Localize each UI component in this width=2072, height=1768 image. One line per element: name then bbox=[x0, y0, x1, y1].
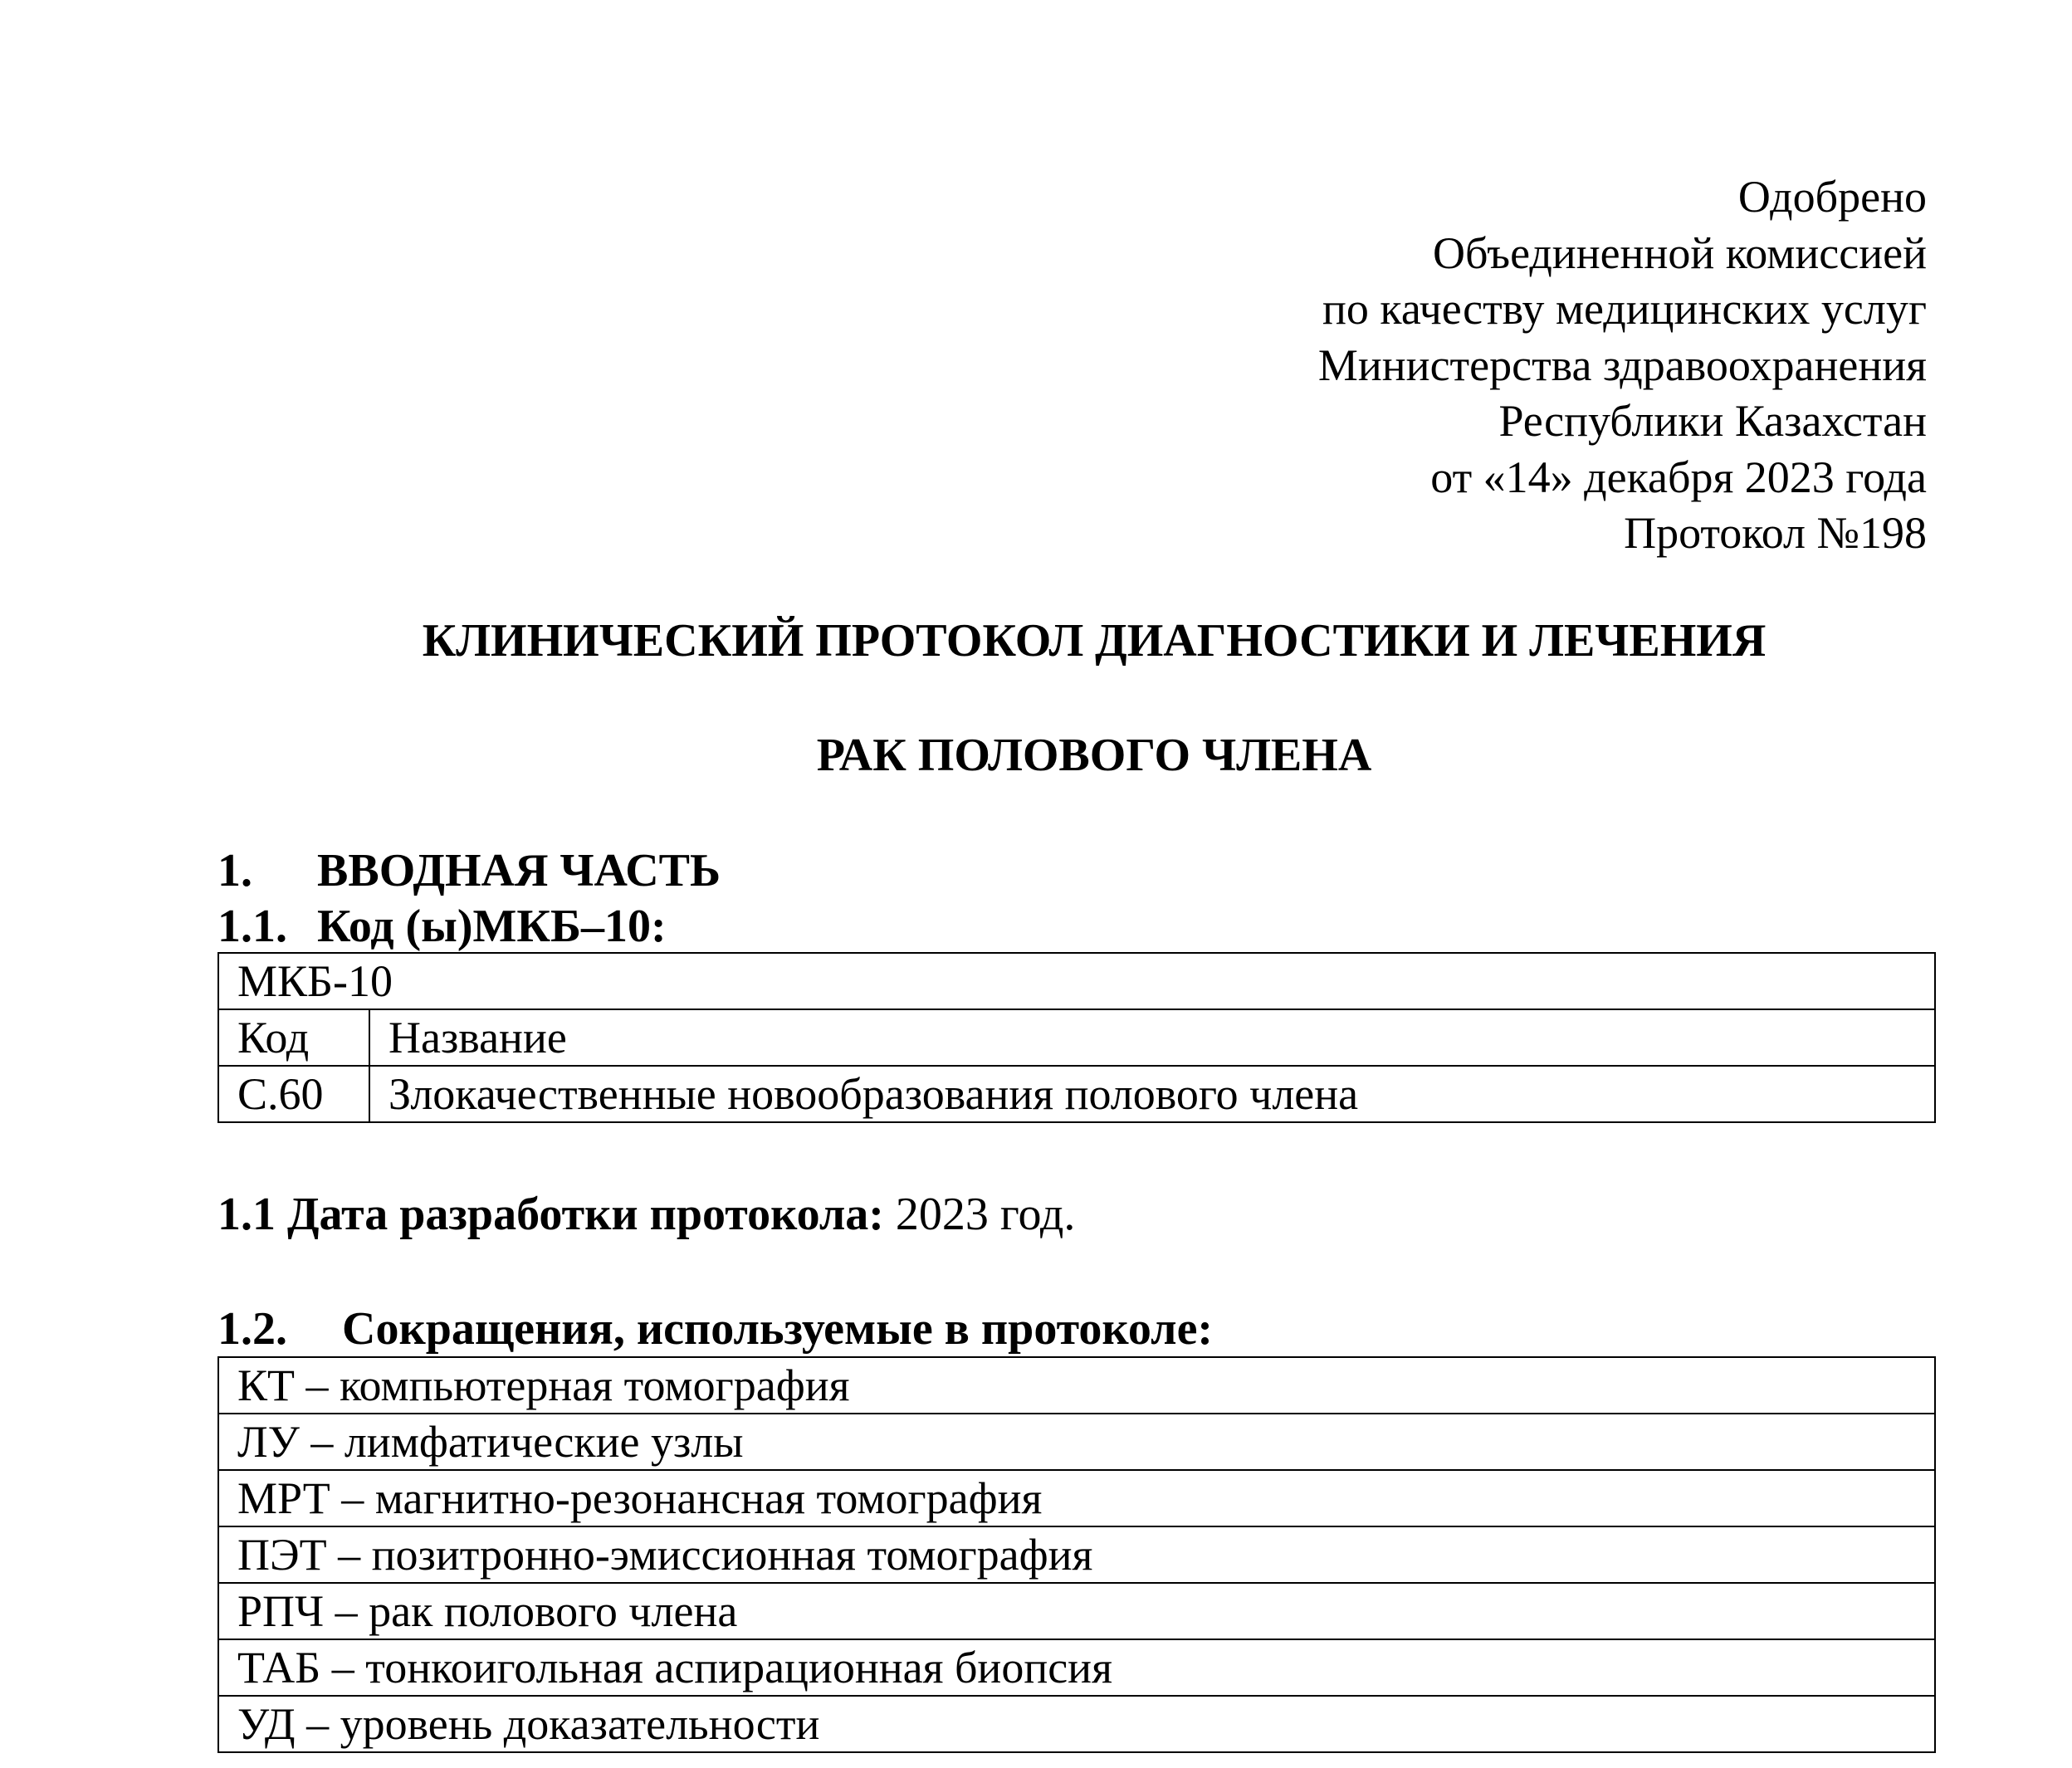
table-header-cell: МКБ-10 bbox=[218, 953, 1935, 1009]
section-number: 1.2. bbox=[217, 1303, 287, 1355]
table-row bbox=[218, 1639, 1935, 1696]
document-title: КЛИНИЧЕСКИЙ ПРОТОКОЛ ДИАГНОСТИКИ И ЛЕЧЕНИЯ bbox=[422, 615, 1767, 667]
code-cell: С.60 bbox=[218, 1066, 369, 1122]
document-subtitle: РАК ПОЛОВОГО ЧЛЕНА bbox=[816, 730, 1372, 781]
abbreviation-cell: УД – уровень доказательности bbox=[218, 1696, 1935, 1752]
table-header-row bbox=[218, 953, 1935, 1009]
section-number: 1. bbox=[217, 845, 252, 896]
protocol-date-line bbox=[217, 1187, 1075, 1242]
icd-code-table bbox=[217, 952, 1936, 1123]
abbreviation-cell: ТАБ – тонкоигольная аспирационная биопсия bbox=[218, 1639, 1935, 1696]
approval-line: Протокол №198 bbox=[1624, 508, 1927, 558]
abbreviations-table bbox=[217, 1356, 1936, 1753]
section-label: ВВОДНАЯ ЧАСТЬ bbox=[317, 845, 721, 896]
table-row bbox=[218, 1414, 1935, 1470]
section-heading-icd-codes bbox=[217, 899, 667, 954]
date-value: 2023 год. bbox=[883, 1189, 1076, 1240]
approval-line: Объединенной комиссией bbox=[1433, 227, 1927, 278]
abbreviation-cell: ПЭТ – позитронно-эмиссионная томография bbox=[218, 1526, 1935, 1583]
table-row bbox=[218, 1470, 1935, 1526]
abbreviation-cell: ЛУ – лимфатические узлы bbox=[218, 1414, 1935, 1470]
approval-block bbox=[1318, 169, 1927, 562]
abbreviation-cell: МРТ – магнитно-резонансная томография bbox=[218, 1470, 1935, 1526]
date-label: 1.1 Дата разработки протокола: bbox=[217, 1189, 884, 1240]
table-row bbox=[218, 1357, 1935, 1414]
approval-line: Республики Казахстан bbox=[1498, 396, 1927, 446]
abbreviation-cell: КТ – компьютерная томография bbox=[218, 1357, 1935, 1414]
table-row bbox=[218, 1696, 1935, 1752]
column-header-name: Название bbox=[369, 1009, 1935, 1066]
section-label: Сокращения, используемые в протоколе: bbox=[342, 1303, 1214, 1355]
approval-line: Министерства здравоохранения bbox=[1317, 339, 1927, 390]
section-label: Код (ы)МКБ–10: bbox=[317, 901, 667, 952]
table-column-row bbox=[218, 1009, 1935, 1066]
section-number: 1.1. bbox=[217, 901, 287, 952]
approval-line: по качеству медицинских услуг bbox=[1322, 284, 1927, 334]
section-heading-intro bbox=[217, 843, 721, 898]
table-row bbox=[218, 1066, 1935, 1122]
table-row bbox=[218, 1583, 1935, 1639]
table-row bbox=[218, 1526, 1935, 1583]
section-heading-abbreviations bbox=[217, 1302, 1213, 1356]
name-cell: Злокачественные новообразования полового члена bbox=[369, 1066, 1935, 1122]
column-header-code: Код bbox=[218, 1009, 369, 1066]
approval-line: от «14» декабря 2023 года bbox=[1430, 452, 1927, 502]
approval-line: Одобрено bbox=[1737, 172, 1927, 222]
abbreviation-cell: РПЧ – рак полового члена bbox=[218, 1583, 1935, 1639]
